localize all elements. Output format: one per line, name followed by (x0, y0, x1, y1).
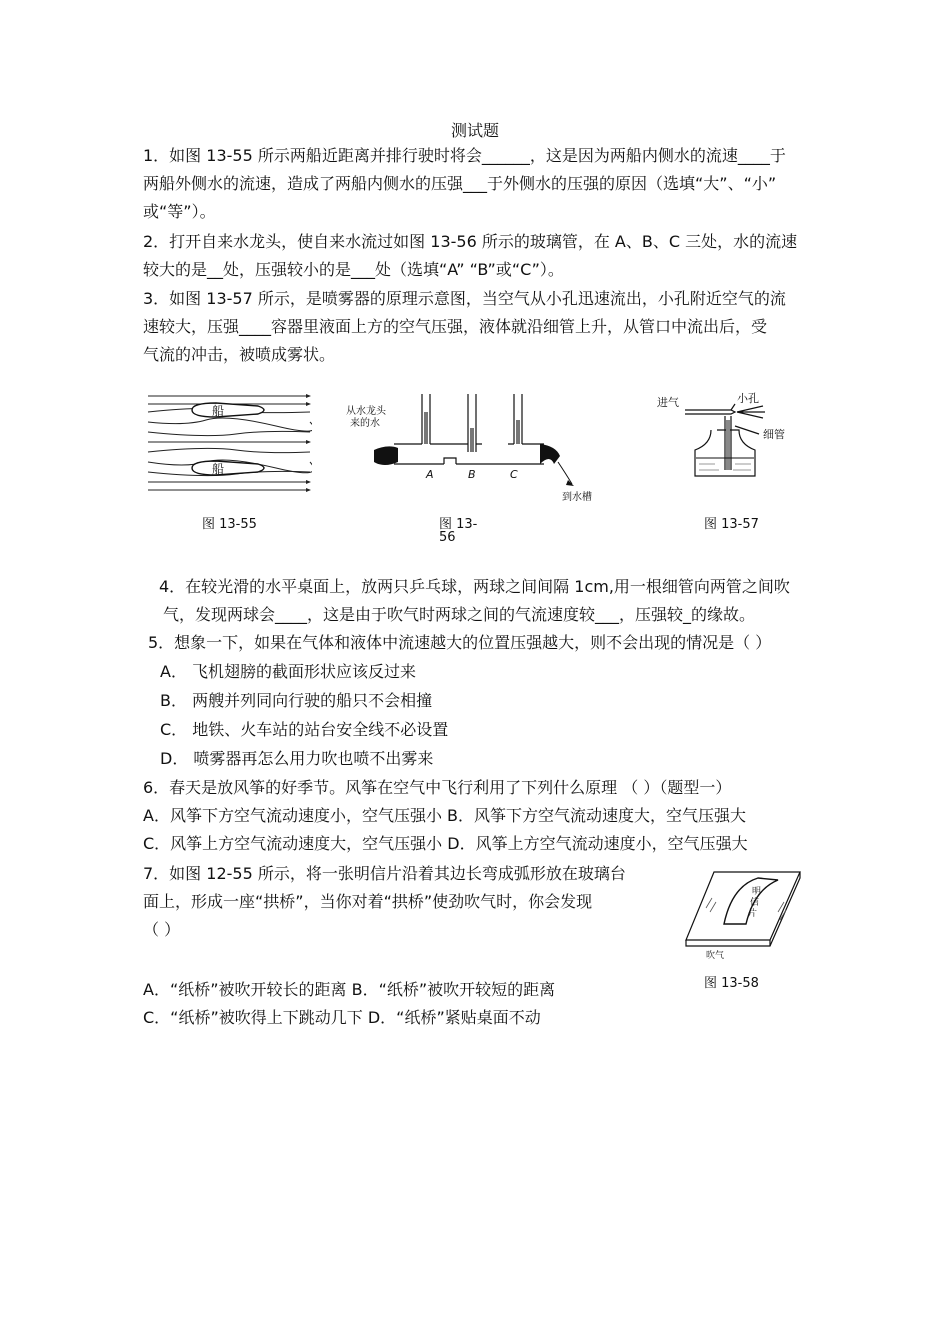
q6-options-row-1: A．风筝下方空气流动速度小，空气压强小 B．风筝下方空气流动速度大，空气压强大 (143, 806, 747, 825)
figure-13-57-sprayer (655, 390, 795, 490)
blow-label: 吹气 (706, 951, 725, 960)
figure-13-56-glass-tube (344, 392, 600, 504)
q2-line-1: 2．打开自来水龙头，使自来水流过如图 13-56 所示的玻璃管，在 A、B、C 三处，水的流速 (143, 232, 798, 251)
source-label-2: 来的水 (350, 418, 380, 429)
tube-label-b: B (468, 468, 476, 481)
q3-line-3: 气流的冲击，被喷成雾状。 (143, 345, 336, 364)
card-label-2: 信 (750, 898, 760, 908)
q1-line-2: 两船外侧水的流速，造成了两船内侧水的压强___于外侧水的压强的原因（选填“大”、“小” (143, 174, 777, 193)
drain-label: 到水槽 (562, 492, 592, 503)
q1-line-3: 或“等”）。 (143, 202, 216, 221)
q3-line-2: 速较大，压强____容器里液面上方的空气压强，液体就沿细管上升，从管口中流出后，受 (143, 317, 768, 336)
q6-stem: 6．春天是放风筝的好季节。风筝在空气中飞行利用了下列什么原理 （ ）（题型一） (143, 778, 732, 797)
tube-label-c: C (510, 468, 518, 481)
q7-line-1: 7．如图 12-55 所示，将一张明信片沿着其边长弯成弧形放在玻璃台 (143, 864, 626, 883)
q7-line-3: （ ） (143, 920, 181, 939)
q4-line-2: 气，发现两球会____，这是由于吹气时两球之间的气流速度较___，压强较_的缘故。 (163, 605, 756, 624)
tube-label: 细管 (763, 428, 785, 441)
q5-option-b: B． 两艘并列同向行驶的船只不会相撞 (160, 691, 433, 710)
hole-label: 小孔 (737, 392, 759, 405)
q7-options-row-2: C．“纸桥”被吹得上下跳动几下 D．“纸桥”紧贴桌面不动 (143, 1008, 541, 1027)
figure-13-58-postcard-bridge (682, 868, 806, 960)
tube-label-a: A (426, 468, 434, 481)
q3-line-1: 3．如图 13-57 所示，是喷雾器的原理示意图，当空气从小孔迅速流出，小孔附近空气的流 (143, 289, 786, 308)
card-label-1: 明 (752, 887, 762, 897)
source-label-1: 从水龙头 (346, 406, 386, 417)
inlet-label: 进气 (657, 396, 679, 409)
q6-options-row-2: C．风筝上方空气流动速度大，空气压强小 D．风筝上方空气流动速度小，空气压强大 (143, 834, 748, 853)
boat-label-top: 船 (212, 404, 225, 418)
q5-option-a: A． 飞机翅膀的截面形状应该反过来 (160, 662, 417, 681)
boat-label-bottom: 船 (212, 462, 225, 476)
figure-13-57-caption: 图 13-57 (704, 517, 759, 532)
figure-13-55-two-boats (146, 390, 312, 494)
q4-line-1: 4．在较光滑的水平桌面上，放两只乒乓球，两球之间间隔 1cm,用一根细管向两管之间吹 (159, 577, 790, 596)
card-label-3: 片 (748, 909, 758, 919)
q7-line-2: 面上，形成一座“拱桥”，当你对着“拱桥”使劲吹气时，你会发现 (143, 892, 593, 911)
figure-13-56-caption-top: 图 13- (439, 517, 478, 532)
q5-option-d: D． 喷雾器再怎么用力吹也喷不出雾来 (160, 749, 434, 768)
figure-13-55-caption: 图 13-55 (202, 517, 257, 532)
q2-line-2: 较大的是__处，压强较小的是___处（选填“A” “B”或“C”）。 (143, 260, 564, 279)
q5-option-c: C． 地铁、火车站的站台安全线不必设置 (160, 720, 449, 739)
q7-options-row-1: A．“纸桥”被吹开较长的距离 B．“纸桥”被吹开较短的距离 (143, 980, 556, 999)
figure-13-56-caption-bottom: 56 (439, 530, 456, 545)
figure-13-58-caption: 图 13-58 (704, 976, 759, 991)
page-title: 测试题 (450, 121, 499, 140)
q5-stem: 5．想象一下，如果在气体和液体中流速越大的位置压强越大，则不会出现的情况是（ ） (148, 633, 772, 652)
q1-line-1: 1．如图 13-55 所示两船近距离并排行驶时将会______，这是因为两船内侧水的流速____于 (143, 146, 786, 165)
